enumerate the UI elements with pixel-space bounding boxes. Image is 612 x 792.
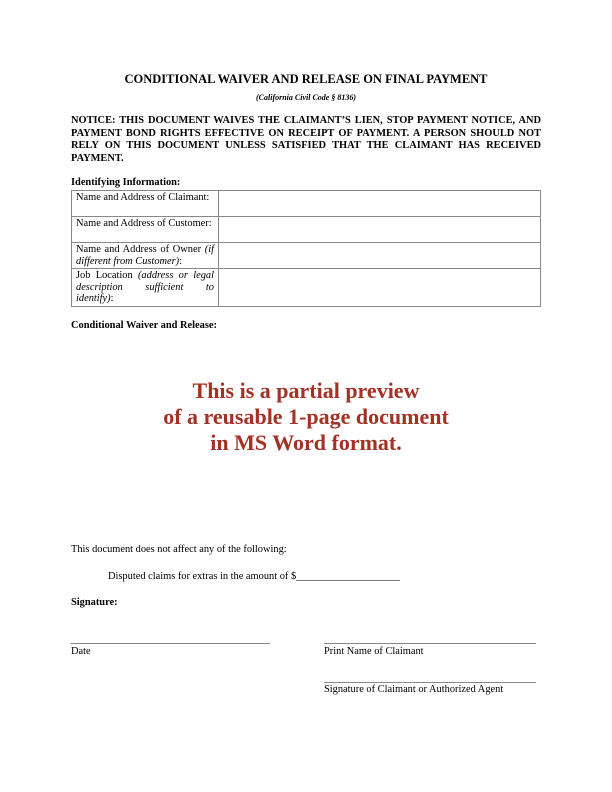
table-row <box>72 243 541 269</box>
label-text: Name and Address of Claimant: <box>76 192 210 203</box>
preview-line: in MS Word format. <box>210 430 402 455</box>
row-label <box>72 243 219 269</box>
label-italic: (if different from Customer) <box>76 244 214 267</box>
document-subtitle: (California Civil Code § 8136) <box>256 93 356 102</box>
disputed-claims-line: Disputed claims for extras in the amount of $____________________ <box>108 571 401 582</box>
signature-line[interactable] <box>324 682 536 683</box>
table-row <box>72 217 541 243</box>
document-title: CONDITIONAL WAIVER AND RELEASE ON FINAL PAYMENT <box>124 72 488 86</box>
date-label: Date <box>71 646 91 657</box>
date-line[interactable] <box>71 643 270 644</box>
table-row <box>72 191 541 217</box>
notice-paragraph: NOTICE: THIS DOCUMENT WAIVES THE CLAIMANT’S LIEN, STOP PAYMENT NOTICE, AND PAYMENT BOND RIGHTS EFFECTIVE ON RECEIPT OF PAYMENT. A PERSON SHOULD NOT RELY ON THIS DOCUMENT UNLESS SATISFIED THAT THE CLAIMANT HAS RECEIVED PAYMENT. <box>71 115 541 164</box>
row-label <box>72 191 219 217</box>
preview-line: of a reusable 1-page document <box>163 404 449 429</box>
row-label <box>72 269 219 307</box>
label-text: Job Location <box>76 270 138 281</box>
print-name-line[interactable] <box>324 643 536 644</box>
signature-label: Signature of Claimant or Authorized Agent <box>324 684 504 695</box>
print-name-label: Print Name of Claimant <box>324 646 424 657</box>
job-location-field[interactable] <box>219 269 541 307</box>
label-suffix: : <box>179 255 183 267</box>
label-text: Name and Address of Owner <box>76 244 205 255</box>
signature-heading: Signature: <box>71 597 118 608</box>
identifying-info-heading: Identifying Information: <box>71 177 181 188</box>
label-suffix: : <box>110 293 114 304</box>
label-italic: (address or legal description sufficient to identify) <box>76 270 214 304</box>
claimant-field[interactable] <box>219 191 541 217</box>
owner-field[interactable] <box>219 243 541 269</box>
preview-notice <box>0 378 612 456</box>
row-label <box>72 217 219 243</box>
customer-field[interactable] <box>219 217 541 243</box>
conditional-waiver-heading: Conditional Waiver and Release: <box>71 320 217 331</box>
label-text: Name and Address of Customer: <box>76 218 212 229</box>
identifying-info-table <box>71 190 541 307</box>
preview-line: This is a partial preview <box>192 378 420 403</box>
exceptions-intro: This document does not affect any of the following: <box>71 544 287 555</box>
table-row <box>72 269 541 307</box>
